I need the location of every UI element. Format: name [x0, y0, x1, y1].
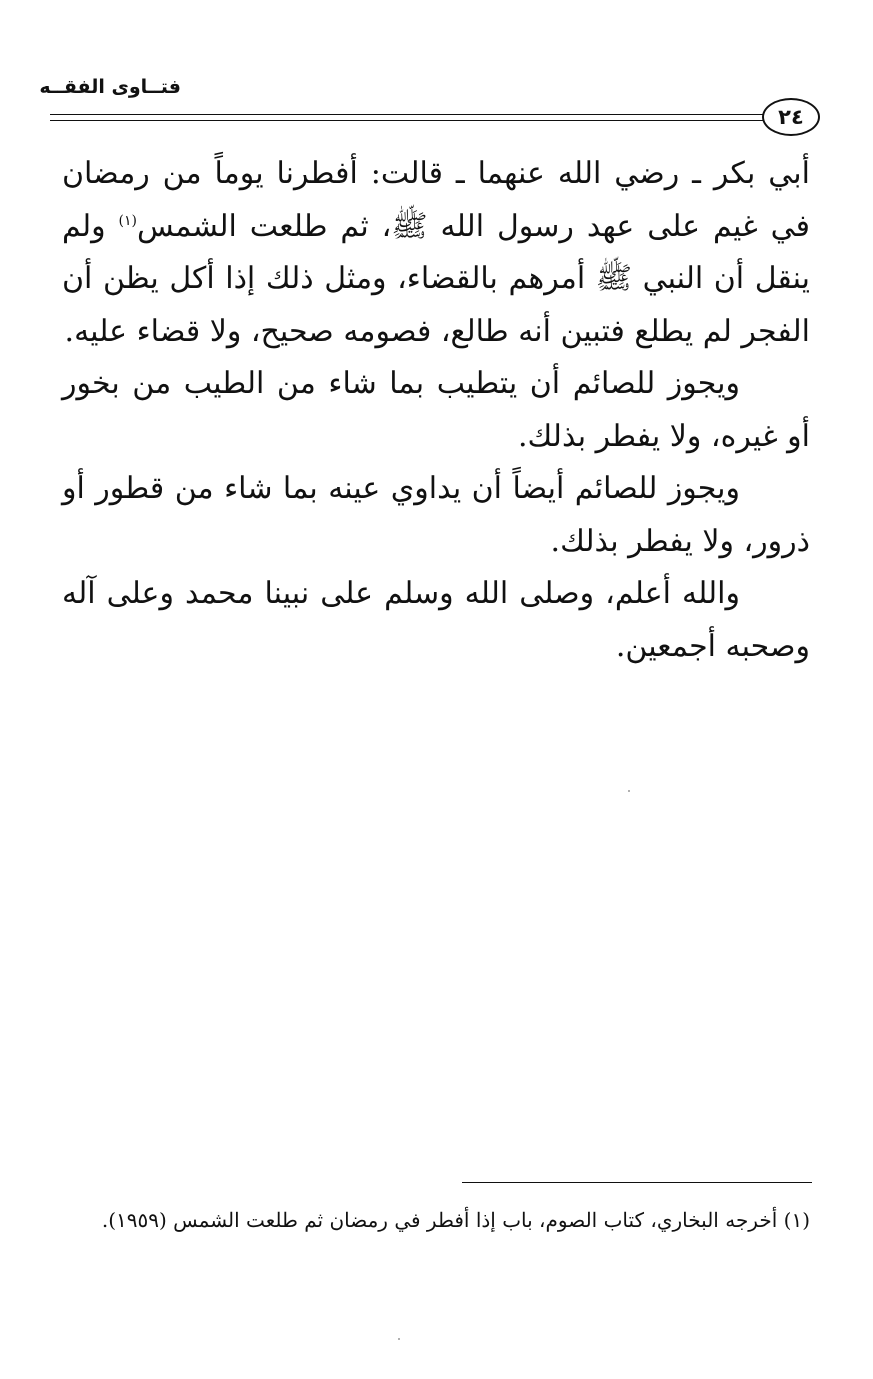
- footnote-separator: [462, 1182, 812, 1183]
- paragraph-text: ولم ينقل أن النبي ﷺ أمرهم بالقضاء، ومثل ذلك إذا أكل يظن أن الفجر لم يطلع فتبين أنه طالع، فصومه صحيح، ولا قضاء عليه.: [62, 208, 810, 349]
- footnote: (١) أخرجه البخاري، كتاب الصوم، باب إذا أفطر في رمضان ثم طلعت الشمس (١٩٥٩).: [101, 1208, 810, 1232]
- paragraph: ويجوز للصائم أن يتطيب بما شاء من الطيب من بخور أو غيره، ولا يفطر بذلك.: [62, 366, 810, 454]
- page-number: ٢٤: [762, 98, 820, 136]
- paragraph: [62, 148, 810, 358]
- header-double-rule: [50, 114, 765, 121]
- scan-speck: [398, 1338, 400, 1340]
- footnote-reference: (١): [118, 212, 137, 229]
- main-text: [62, 148, 810, 673]
- paragraph: ويجوز للصائم أيضاً أن يداوي عينه بما شاء من قطور أو ذرور، ولا يفطر بذلك.: [62, 471, 810, 559]
- footnotes: [62, 1202, 810, 1238]
- paragraph: والله أعلم، وصلى الله وسلم على نبينا محمد وعلى آله وصحبه أجمعين.: [62, 576, 810, 664]
- running-header: [0, 74, 873, 144]
- book-title: فتــاوى الفقــه: [39, 76, 181, 98]
- scan-speck: [628, 790, 630, 792]
- paragraph-text: أبي بكر ـ رضي الله عنهما ـ قالت: أفطرنا يوماً من رمضان في غيم على عهد رسول الله ﷺ، ثم طلعت الشمس: [62, 156, 810, 244]
